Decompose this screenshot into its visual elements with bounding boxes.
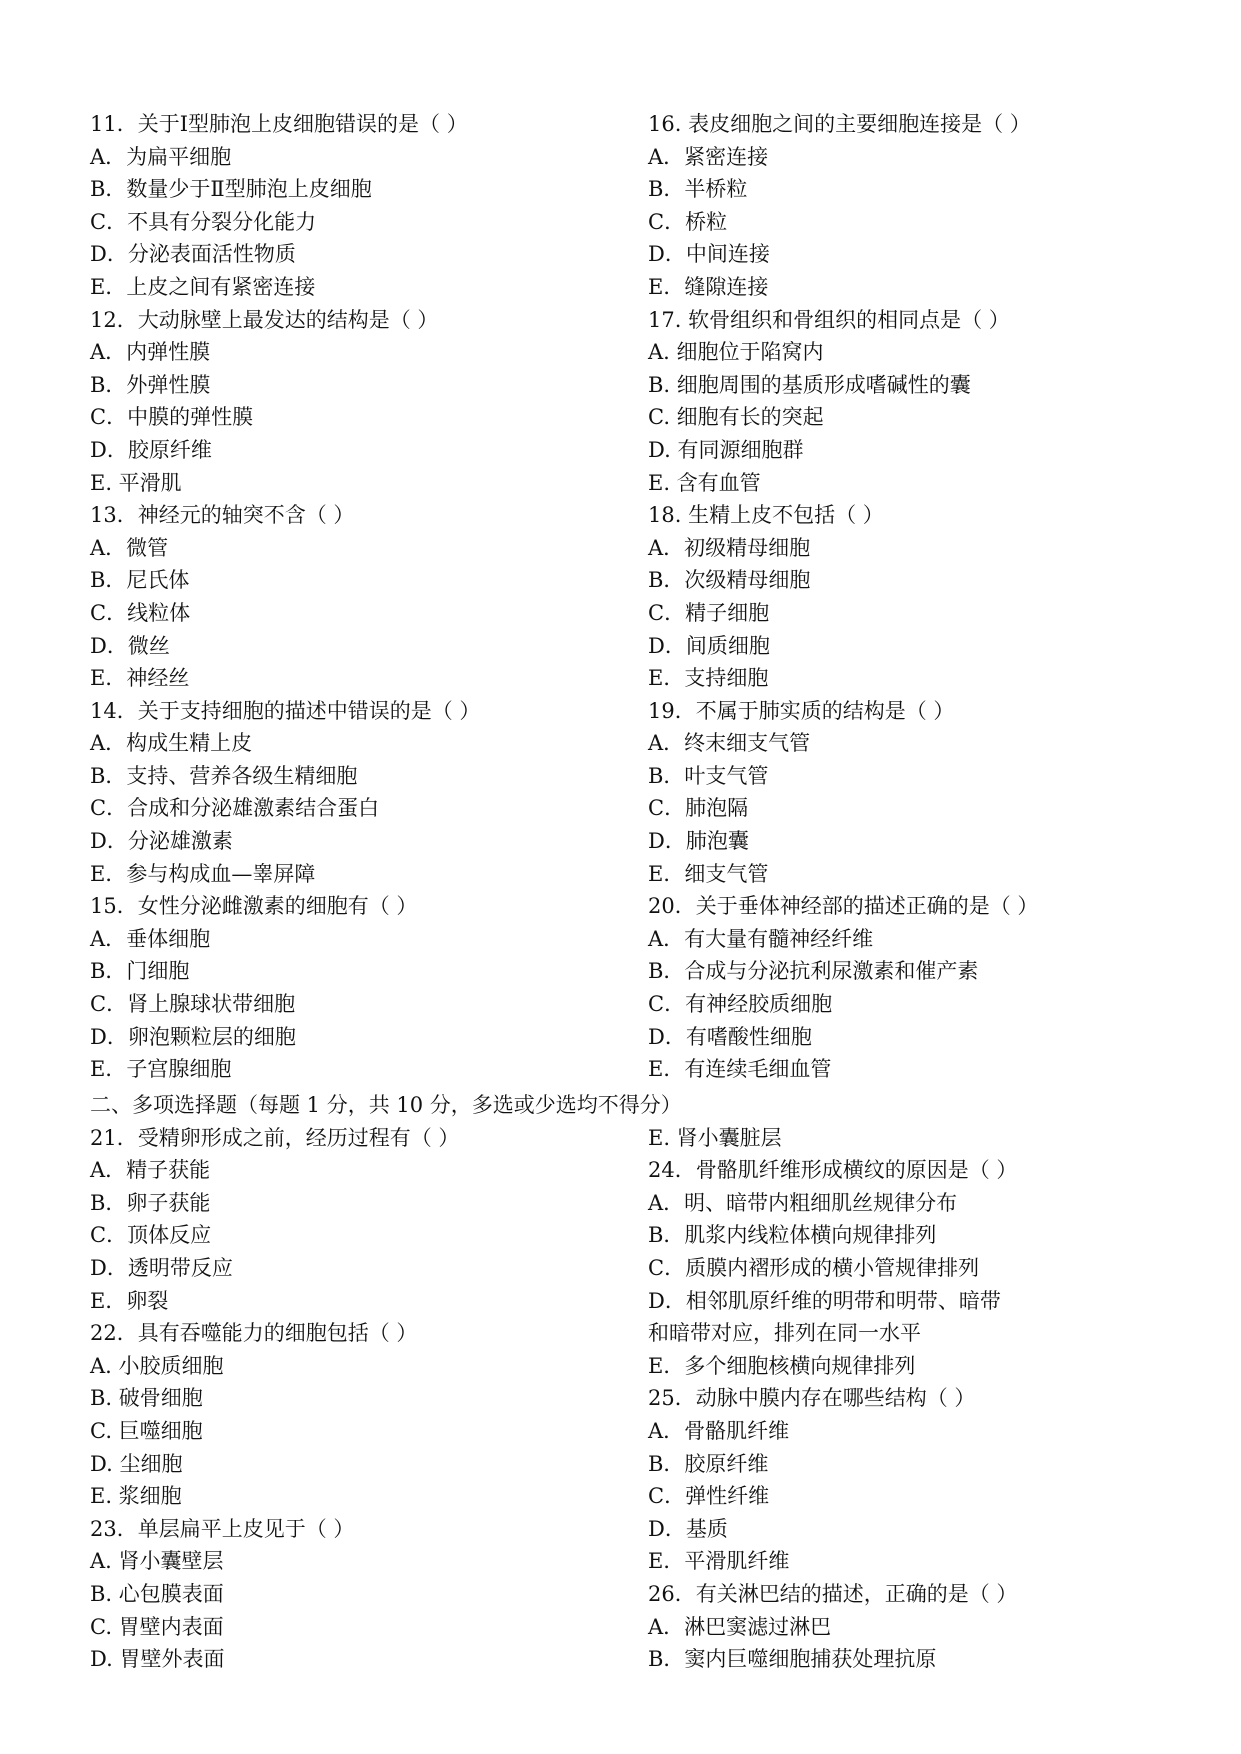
- answer-option: B．外弹性膜: [90, 372, 211, 397]
- question-text: 15．女性分泌雌激素的细胞有（ ）: [90, 894, 418, 919]
- answer-option: A. 细胞位于陷窝内: [648, 340, 824, 365]
- answer-option: A．明、暗带内粗细肌丝规律分布: [648, 1190, 958, 1215]
- answer-option: B. 细胞周围的基质形成嗜碱性的囊: [648, 372, 971, 397]
- question-text: 24．骨骼肌纤维形成横纹的原因是（ ）: [648, 1158, 1018, 1183]
- answer-option: A．内弹性膜: [90, 340, 211, 365]
- question-text: 20．关于垂体神经部的描述正确的是（ ）: [648, 894, 1039, 919]
- answer-option: A．初级精母细胞: [648, 535, 811, 560]
- answer-option: B．窦内巨噬细胞捕获处理抗原: [648, 1647, 937, 1672]
- answer-option: E．上皮之间有紧密连接: [90, 274, 316, 299]
- answer-option: B．合成与分泌抗利尿激素和催产素: [648, 959, 979, 984]
- answer-option: C．肾上腺球状带细胞: [90, 992, 296, 1017]
- answer-option: D．中间连接: [648, 242, 770, 267]
- answer-option: A．精子获能: [90, 1158, 211, 1183]
- left-column-single-choice: [90, 108, 650, 1086]
- answer-option: D．有嗜酸性细胞: [648, 1024, 812, 1049]
- answer-option: B．半桥粒: [648, 177, 748, 202]
- question-text: 19．不属于肺实质的结构是（ ）: [648, 698, 955, 723]
- answer-option: C．精子细胞: [648, 600, 770, 625]
- section-heading-multiple-choice: 二、多项选择题（每题 1 分，共 10 分，多选或少选均不得分）: [90, 1093, 682, 1117]
- answer-option: C．合成和分泌雄激素结合蛋白: [90, 796, 380, 821]
- answer-option: E．参与构成血—睾屏障: [90, 861, 316, 886]
- answer-option: C．顶体反应: [90, 1223, 212, 1248]
- question-text: 26．有关淋巴结的描述，正确的是（ ）: [648, 1581, 1018, 1606]
- answer-option: D. 有同源细胞群: [648, 437, 804, 462]
- answer-option: B．卵子获能: [90, 1190, 211, 1215]
- answer-option: E. 浆细胞: [90, 1484, 182, 1509]
- answer-option: C．中膜的弹性膜: [90, 405, 254, 430]
- question-text: 12．大动脉壁上最发达的结构是（ ）: [90, 307, 439, 332]
- answer-option: B．门细胞: [90, 959, 190, 984]
- answer-option: A．构成生精上皮: [90, 731, 253, 756]
- question-text: 17. 软骨组织和骨组织的相同点是（ ）: [648, 307, 1010, 332]
- answer-option: D．相邻肌原纤维的明带和明带、暗带: [648, 1288, 1001, 1313]
- question-text: 22．具有吞噬能力的细胞包括（ ）: [90, 1321, 418, 1346]
- answer-option: D. 尘细胞: [90, 1451, 183, 1476]
- question-text: 13．神经元的轴突不含（ ）: [90, 503, 355, 528]
- left-column-multiple-choice: [90, 1122, 650, 1676]
- question-text: 23．单层扁平上皮见于（ ）: [90, 1516, 355, 1541]
- answer-option: E. 肾小囊脏层: [648, 1125, 782, 1150]
- answer-option: E．子宫腺细胞: [90, 1057, 232, 1082]
- answer-option: A．有大量有髓神经纤维: [648, 926, 874, 951]
- answer-option: C. 细胞有长的突起: [648, 405, 824, 430]
- answer-option: B．数量少于Ⅱ型肺泡上皮细胞: [90, 177, 372, 202]
- answer-option: C. 巨噬细胞: [90, 1418, 203, 1443]
- answer-option: C．线粒体: [90, 600, 191, 625]
- answer-option: A．为扁平细胞: [90, 144, 232, 169]
- answer-option: A. 小胶质细胞: [90, 1353, 224, 1378]
- answer-option: D．间质细胞: [648, 633, 770, 658]
- answer-option: D．分泌表面活性物质: [90, 242, 296, 267]
- right-column-single-choice: [648, 108, 1228, 1086]
- question-text: 18. 生精上皮不包括（ ）: [648, 503, 884, 528]
- answer-option: D．肺泡囊: [648, 829, 749, 854]
- answer-option: E．缝隙连接: [648, 274, 769, 299]
- answer-option: C．不具有分裂分化能力: [90, 209, 317, 234]
- answer-option: A．微管: [90, 535, 169, 560]
- question-text: 11．关于Ⅰ型肺泡上皮细胞错误的是（ ）: [90, 112, 468, 136]
- right-column-multiple-choice: [648, 1122, 1228, 1676]
- answer-option: 和暗带对应，排列在同一水平: [648, 1321, 921, 1346]
- answer-option: D．微丝: [90, 633, 170, 658]
- answer-option: D．分泌雄激素: [90, 829, 233, 854]
- question-text: 16. 表皮细胞之间的主要细胞连接是（ ）: [648, 112, 1031, 136]
- answer-option: D. 胃壁外表面: [90, 1647, 225, 1672]
- answer-option: B．肌浆内线粒体横向规律排列: [648, 1223, 937, 1248]
- question-text: 21．受精卵形成之前，经历过程有（ ）: [90, 1125, 460, 1150]
- answer-option: C．肺泡隔: [648, 796, 749, 821]
- answer-option: B．次级精母细胞: [648, 568, 811, 593]
- answer-option: A．终末细支气管: [648, 731, 811, 756]
- answer-option: C．质膜内褶形成的横小管规律排列: [648, 1255, 980, 1280]
- answer-option: C．弹性纤维: [648, 1484, 770, 1509]
- answer-option: E．卵裂: [90, 1288, 169, 1313]
- answer-option: E．多个细胞核横向规律排列: [648, 1353, 916, 1378]
- answer-option: D．胶原纤维: [90, 437, 212, 462]
- answer-option: C．桥粒: [648, 209, 728, 234]
- answer-option: C. 胃壁内表面: [90, 1614, 224, 1639]
- answer-option: A. 肾小囊壁层: [90, 1549, 224, 1574]
- question-text: 14．关于支持细胞的描述中错误的是（ ）: [90, 698, 481, 723]
- answer-option: E. 含有血管: [648, 470, 761, 495]
- answer-option: E．神经丝: [90, 666, 190, 691]
- answer-option: E．细支气管: [648, 861, 769, 886]
- answer-option: E．平滑肌纤维: [648, 1549, 790, 1574]
- answer-option: A．淋巴窦滤过淋巴: [648, 1614, 832, 1639]
- answer-option: D．透明带反应: [90, 1255, 233, 1280]
- answer-option: B．叶支气管: [648, 763, 769, 788]
- answer-option: A．骨骼肌纤维: [648, 1418, 790, 1443]
- answer-option: C．有神经胶质细胞: [648, 992, 833, 1017]
- answer-option: B．尼氏体: [90, 568, 190, 593]
- answer-option: A．紧密连接: [648, 144, 769, 169]
- answer-option: D．卵泡颗粒层的细胞: [90, 1024, 296, 1049]
- answer-option: D．基质: [648, 1516, 728, 1541]
- answer-option: B. 破骨细胞: [90, 1386, 203, 1411]
- answer-option: B．胶原纤维: [648, 1451, 769, 1476]
- answer-option: E．支持细胞: [648, 666, 769, 691]
- answer-option: E. 平滑肌: [90, 470, 182, 495]
- answer-option: B．支持、营养各级生精细胞: [90, 763, 358, 788]
- answer-option: A．垂体细胞: [90, 926, 211, 951]
- answer-option: B. 心包膜表面: [90, 1581, 224, 1606]
- question-text: 25．动脉中膜内存在哪些结构（ ）: [648, 1386, 976, 1411]
- answer-option: E．有连续毛细血管: [648, 1057, 832, 1082]
